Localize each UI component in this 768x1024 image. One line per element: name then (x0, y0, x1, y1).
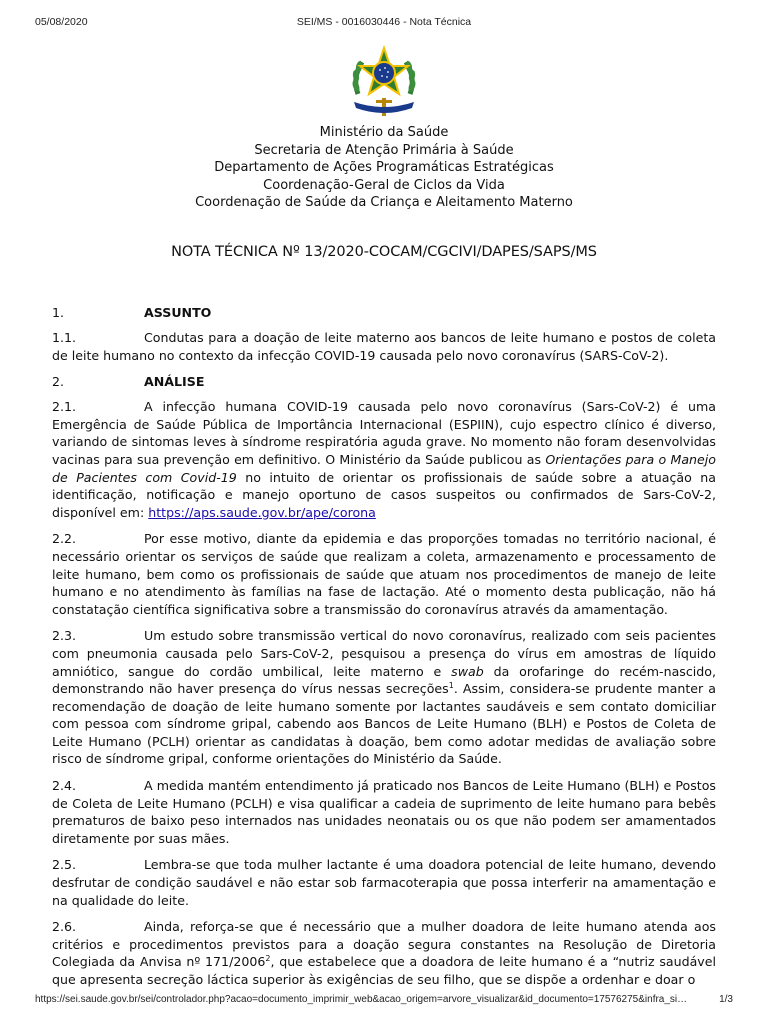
section-label: ANÁLISE (144, 374, 205, 390)
institution-line-coordination: Coordenação de Saúde da Criança e Aleitamento Materno (195, 195, 573, 210)
paragraph-number: 1.1. (52, 330, 77, 345)
paragraph-text: A infecção humana COVID-19 causada pelo novo coronavírus (Sars-CoV-2) é uma Emergência de Saúde Pública de Importância Internacional (ESPIIN), cujo espectro clínico é diverso, variando de sintomas leves à síndrome respiratória aguda grave. No momento não foram desenvolvidas vacinas para sua prevenção em definitivo. O Ministério da Saúde publicou as (52, 399, 716, 467)
note-title: NOTA TÉCNICA Nº 13/2020-COCAM/CGCIVI/DAPES/SAPS/MS (171, 244, 597, 260)
paragraph-text: A medida mantém entendimento já praticado nos Bancos de Leite Humano (BLH) e Postos de Coleta de Leite Humano (PCLH) e visa qualificar a cadeia de suprimento de leite humano para bebês prematuros de baixo peso internados nas unidades neonatais ou os que não podem ser amamentados diretamente por suas mães. (52, 778, 716, 846)
paragraph-text-continued: , que estabelece que a doadora de leite humano é a “nutriz saudável que apresenta secreção láctica superior às exigências de seu filho, que se dispõe a ordenhar e doar o (52, 954, 716, 987)
print-url: https://sei.saude.gov.br/sei/controlador.php?acao=documento_imprimir_web&acao_origem=arvore_visualizar&id_documento=17576275&infra_si… (35, 994, 688, 1005)
print-date: 05/08/2020 (35, 16, 88, 28)
paragraph-text: Por esse motivo, diante da epidemia e das proporções tomadas no território nacional, é necessário orientar os serviços de saúde que realizam a coleta, armazenamento e processamento de leite humano, bem como os profissionais de saúde que atuam nos procedimentos de manejo de leite humano e no atendimento às famílias na fase de lactação. Até o momento desta publicação, não há constatação científica significativa sobre a transmissão do coronavírus através da amamentação. (52, 531, 716, 617)
institution-block (0, 124, 768, 212)
page-number: 1/3 (719, 994, 733, 1005)
paragraph-2-3 (52, 627, 716, 768)
paragraph-text-continued: no intuito de orientar os profissionais de saúde sobre a atuação na identificação, notificação e manejo oportuno de casos suspeitos ou confirmados de Sars-CoV-2, disponível em: (52, 469, 717, 520)
paragraph-1-1 (52, 329, 716, 364)
paragraph-number: 2.3. (52, 628, 77, 644)
paragraph-2-1 (52, 398, 716, 521)
publication-title: Orientações para o Manejo de Pacientes com Covid-19 (52, 451, 716, 485)
section-heading-analysis (52, 373, 716, 391)
paragraph-2-5 (52, 856, 716, 909)
footnote-ref-1[interactable]: 1 (448, 680, 454, 690)
paragraph-number: 2.5. (52, 857, 77, 873)
swab-term: swab (451, 663, 484, 679)
section-number: 2. (52, 374, 65, 390)
paragraph-text: Ainda, reforça-se que é necessário que a mulher doadora de leite humano atenda aos critérios e procedimentos previstos para a doação segura constantes na Resolução de Diretoria Colegiada da Anvisa nº 171/2006 (52, 919, 716, 970)
institution-line-general-coordination: Coordenação-Geral de Ciclos da Vida (263, 177, 505, 193)
paragraph-number: 2.2. (52, 531, 77, 547)
print-footer (35, 994, 733, 1008)
paragraph-text: Lembra-se que toda mulher lactante é uma doadora potencial de leite humano, devendo desfrutar de condição saudável e não estar sob farmacoterapia que possa interferir na amamentação e na qualidade do leite. (52, 857, 716, 908)
section-number: 1. (52, 305, 65, 320)
print-title: SEI/MS - 0016030446 - Nota Técnica (296, 16, 472, 28)
paragraph-2-6 (52, 918, 716, 988)
paragraph-text-continued: da orofaringe do recém-nascido, demonstrando não haver presença do vírus nessas secreções (52, 663, 716, 697)
paragraph-2-2 (52, 530, 716, 618)
print-header (35, 16, 733, 30)
brazil-coat-of-arms-icon (344, 42, 424, 122)
paragraph-text: Um estudo sobre transmissão vertical do novo coronavírus, realizado com seis pacientes com pneumonia causada pelo Sars-CoV-2, pesquisou a presença do vírus em amostras de líquido amniótico, sangue do cordão umbilical, leite materno e (52, 628, 716, 679)
paragraph-2-4 (52, 777, 716, 847)
corona-guidelines-link[interactable]: https://aps.saude.gov.br/ape/corona (148, 504, 376, 520)
paragraph-text: Condutas para a doação de leite materno aos bancos de leite humano e postos de coleta de leite humano no contexto da infecção COVID-19 causada pelo novo coronavírus (SARS-CoV-2). (52, 330, 716, 363)
paragraph-text-end: . Assim, considera-se prudente manter a recomendação de doação de leite humano somente por lactantes saudáveis e sem contato domiciliar com pessoa com síndrome gripal, cabendo aos Bancos de Leite Humano (BLH) e Postos de Coleta de Leite Humano (PCLH) orientar as candidatas à doação, bem como adotar medidas de avaliação sobre risco de síndrome gripal, conforme orientações do Ministério da Saúde. (52, 681, 716, 767)
institution-line-ministry: Ministério da Saúde (319, 125, 449, 140)
paragraph-number: 2.4. (52, 778, 77, 794)
section-label: ASSUNTO (144, 305, 212, 320)
institution-line-department: Departamento de Ações Programáticas Estratégicas (214, 160, 554, 175)
footnote-ref-2[interactable]: 2 (265, 954, 271, 964)
document-body (52, 304, 716, 998)
institution-line-secretariat: Secretaria de Atenção Primária à Saúde (254, 142, 514, 158)
section-heading-subject (52, 304, 716, 322)
paragraph-number: 2.6. (52, 919, 77, 935)
paragraph-number: 2.1. (52, 399, 77, 415)
